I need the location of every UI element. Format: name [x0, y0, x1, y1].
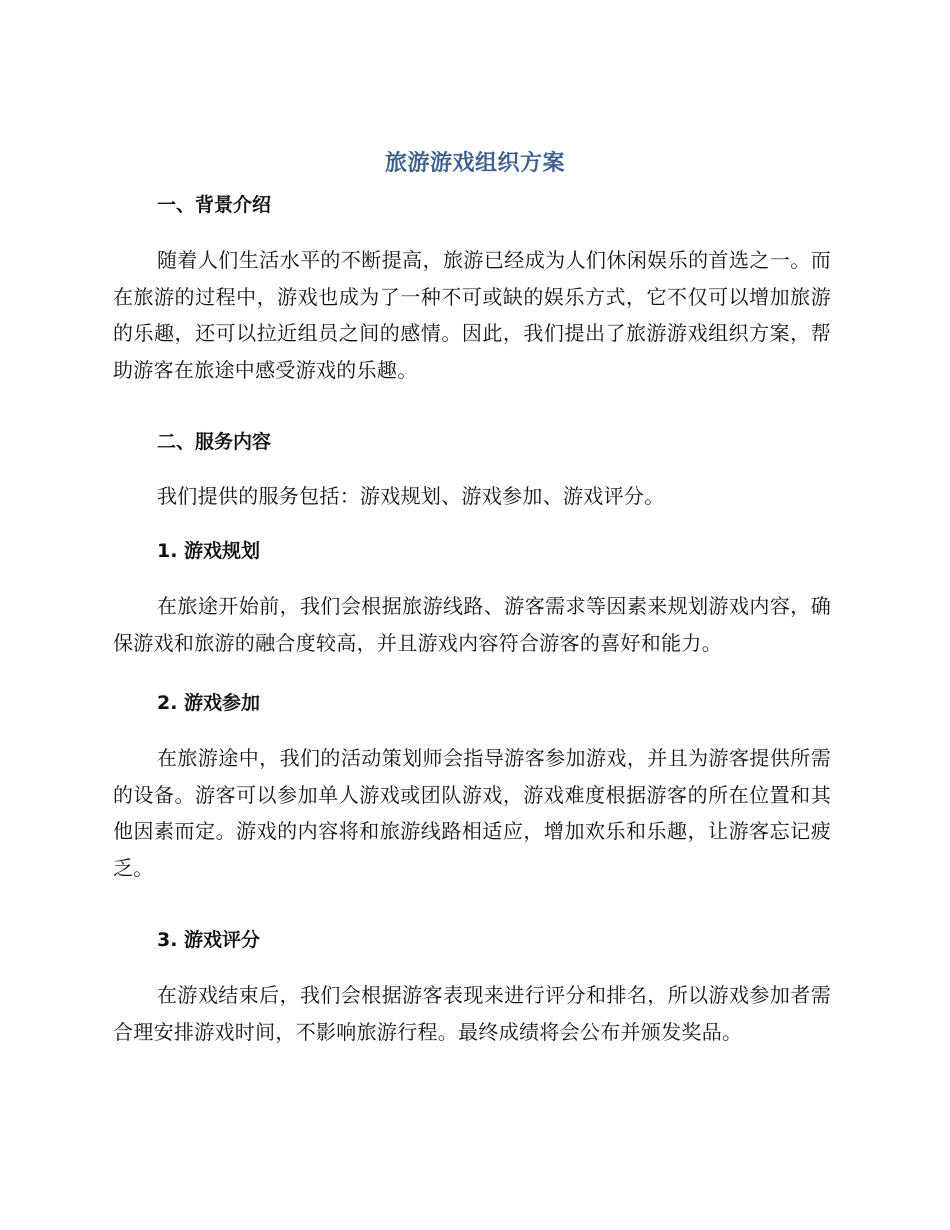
background-paragraph: 随着人们生活水平的不断提高，旅游已经成为人们休闲娱乐的首选之一。而在旅游的过程中，游戏也成为了一种不可或缺的娱乐方式，它不仅可以增加旅游的乐趣，还可以拉近组员之间的感情。因此，我们提出了旅游游戏组织方案，帮助游客在旅途中感受游戏的乐趣。: [113, 248, 831, 382]
game-planning-paragraph: 在旅途开始前，我们会根据旅游线路、游客需求等因素来规划游戏内容，确保游戏和旅游的融合度较高，并且游戏内容符合游客的喜好和能力。: [113, 594, 831, 655]
services-paragraph: 我们提供的服务包括：游戏规划、游戏参加、游戏评分。: [157, 484, 665, 508]
subsection-heading-game-planning: 1. 游戏规划: [157, 540, 261, 562]
document-title: 旅游游戏组织方案: [384, 151, 565, 176]
section-heading-background: 一、背景介绍: [157, 194, 272, 216]
subsection-heading-game-participation: 2. 游戏参加: [157, 692, 261, 714]
subsection-heading-game-scoring: 3. 游戏评分: [157, 929, 261, 951]
game-participation-paragraph: 在旅游途中，我们的活动策划师会指导游客参加游戏，并且为游客提供所需的设备。游客可以参加单人游戏或团队游戏，游戏难度根据游客的所在位置和其他因素而定。游戏的内容将和旅游线路相适应，增加欢乐和乐趣，让游客忘记疲乏。: [113, 746, 831, 880]
game-scoring-paragraph: 在游戏结束后，我们会根据游客表现来进行评分和排名，所以游戏参加者需合理安排游戏时间，不影响旅游行程。最终成绩将会公布并颁发奖品。: [113, 983, 831, 1044]
section-heading-services: 二、服务内容: [157, 431, 272, 453]
